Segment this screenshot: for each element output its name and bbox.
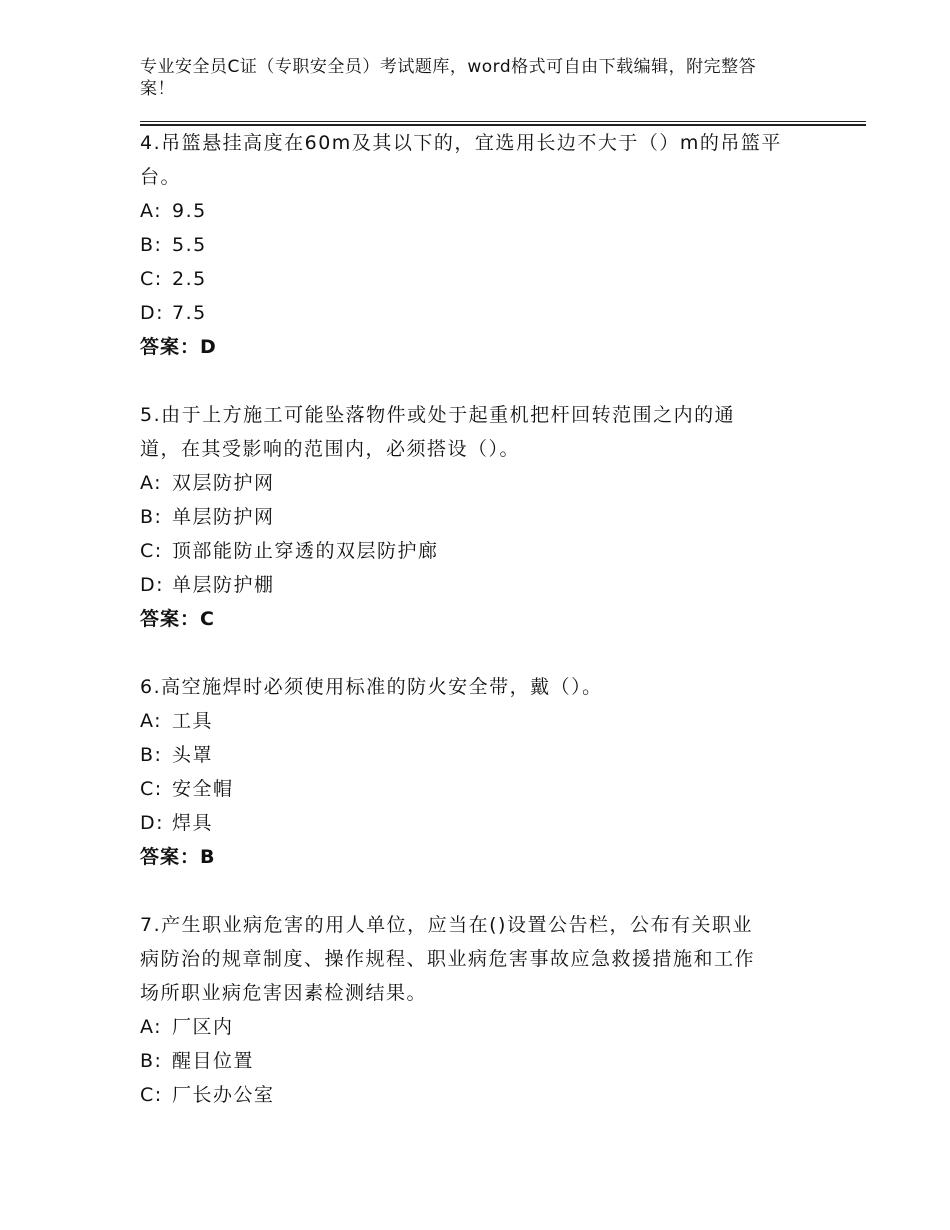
- option-text: 醒目位置: [172, 1050, 255, 1072]
- option-label: A:: [140, 710, 163, 732]
- option-text: 单层防护网: [172, 506, 275, 528]
- option-label: B:: [140, 234, 163, 256]
- option-text: 工具: [172, 710, 214, 732]
- question-spacer: [140, 364, 830, 398]
- option-text: 安全帽: [172, 778, 234, 800]
- question-5: [140, 398, 830, 636]
- question-stem-line: 道，在其受影响的范围内，必须搭设（）。: [140, 438, 521, 460]
- option-label: C:: [140, 778, 163, 800]
- header-line-2: 案！: [140, 79, 175, 99]
- question-4: [140, 126, 830, 364]
- option-a: [140, 466, 830, 500]
- option-label: A:: [140, 200, 163, 222]
- option-label: D:: [140, 574, 165, 596]
- option-text: 顶部能防止穿透的双层防护廊: [172, 540, 439, 562]
- option-label: D:: [140, 302, 165, 324]
- question-stem-line: 5.由于上方施工可能坠落物件或处于起重机把杆回转范围之内的通: [140, 404, 736, 426]
- option-b: [140, 1044, 830, 1078]
- option-a: [140, 194, 830, 228]
- option-label: B:: [140, 744, 163, 766]
- answer-line: 答案：C: [140, 608, 215, 630]
- option-text: 7.5: [172, 302, 207, 324]
- question-7: [140, 908, 830, 1112]
- option-text: 2.5: [172, 268, 207, 290]
- option-c: [140, 1078, 830, 1112]
- option-b: [140, 228, 830, 262]
- question-spacer: [140, 874, 830, 908]
- header-divider-thin: [140, 121, 866, 122]
- option-text: 单层防护棚: [172, 574, 275, 596]
- option-c: [140, 262, 830, 296]
- option-d: [140, 568, 830, 602]
- option-text: 厂长办公室: [172, 1084, 275, 1106]
- option-text: 厂区内: [172, 1016, 234, 1038]
- option-label: A:: [140, 1016, 163, 1038]
- answer-line: 答案：B: [140, 846, 216, 868]
- question-stem-line: 台。: [140, 166, 182, 188]
- question-stem-line: 6.高空施焊时必须使用标准的防火安全带，戴（）。: [140, 676, 603, 698]
- option-label: C:: [140, 540, 163, 562]
- question-6: [140, 670, 830, 874]
- option-d: [140, 296, 830, 330]
- option-d: [140, 806, 830, 840]
- option-label: B:: [140, 1050, 163, 1072]
- question-stem-line: 4.吊篮悬挂高度在60m及其以下的，宜选用长边不大于（）m的吊篮平: [140, 132, 782, 154]
- option-c: [140, 772, 830, 806]
- option-text: 9.5: [172, 200, 207, 222]
- option-text: 双层防护网: [172, 472, 275, 494]
- option-label: C:: [140, 268, 163, 290]
- answer-line: 答案：D: [140, 336, 217, 358]
- option-b: [140, 738, 830, 772]
- option-c: [140, 534, 830, 568]
- option-text: 5.5: [172, 234, 207, 256]
- question-stem-line: 病防治的规章制度、操作规程、职业病危害事故应急救援措施和工作: [140, 948, 756, 970]
- option-text: 焊具: [172, 812, 214, 834]
- option-label: A:: [140, 472, 163, 494]
- document-header: [140, 56, 810, 100]
- option-a: [140, 1010, 830, 1044]
- option-label: C:: [140, 1084, 163, 1106]
- question-stem-line: 7.产生职业病危害的用人单位，应当在()设置公告栏，公布有关职业: [140, 914, 753, 936]
- option-a: [140, 704, 830, 738]
- question-stem-line: 场所职业病危害因素检测结果。: [140, 982, 428, 1004]
- header-line-1: 专业安全员C证（专职安全员）考试题库，word格式可自由下载编辑，附完整答: [140, 57, 757, 77]
- option-label: B:: [140, 506, 163, 528]
- option-text: 头罩: [172, 744, 214, 766]
- option-label: D:: [140, 812, 165, 834]
- option-b: [140, 500, 830, 534]
- question-spacer: [140, 636, 830, 670]
- question-list: [140, 126, 830, 1112]
